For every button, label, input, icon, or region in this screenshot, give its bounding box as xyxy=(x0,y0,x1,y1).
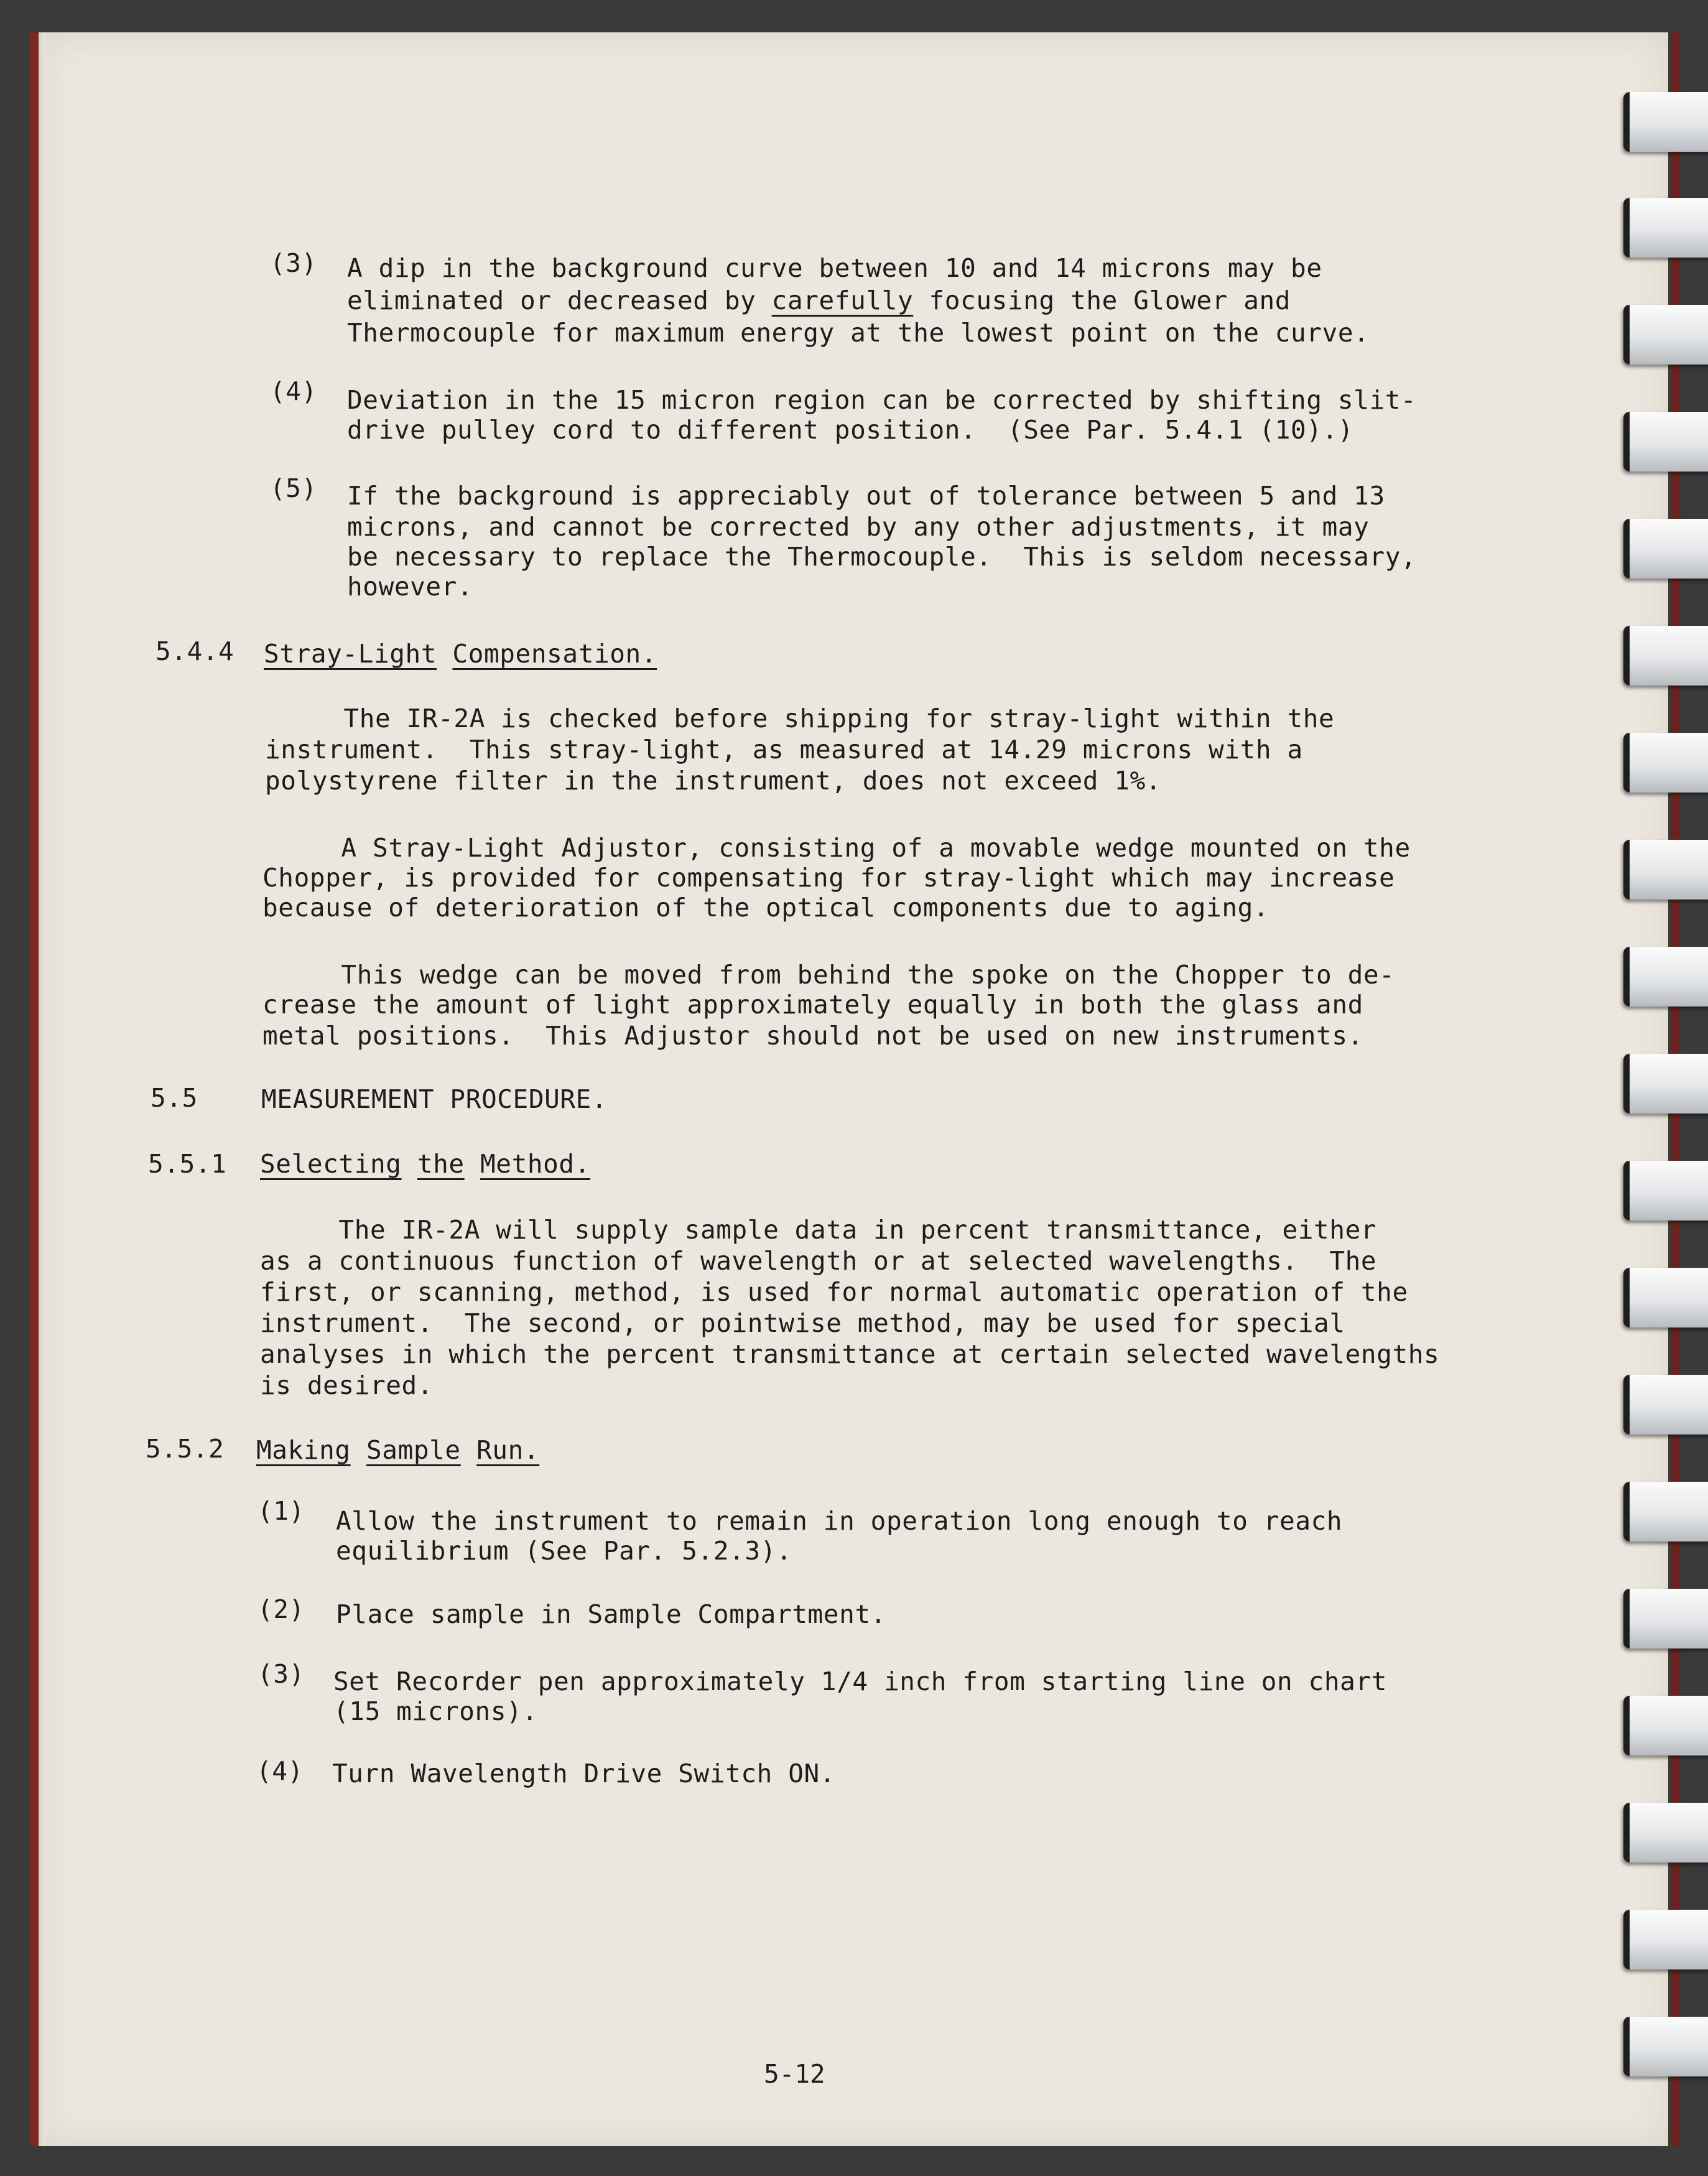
list-item-line: (15 microns). xyxy=(333,1696,538,1726)
list-item-number: (4) xyxy=(256,1756,304,1786)
list-item-line: Place sample in Sample Compartment. xyxy=(336,1599,886,1629)
section-number: 5.5.2 xyxy=(146,1434,225,1464)
section-number: 5.4.4 xyxy=(155,636,234,666)
paragraph-line: is desired. xyxy=(260,1370,434,1400)
binding-ring xyxy=(1623,1161,1708,1221)
section-title: MEASUREMENT PROCEDURE. xyxy=(261,1084,608,1114)
list-item-number: (2) xyxy=(258,1594,305,1624)
list-item-line: Turn Wavelength Drive Switch ON. xyxy=(332,1759,836,1788)
list-item-line: be necessary to replace the Thermocouple. This is seldom necessary, xyxy=(347,542,1417,572)
binding-ring xyxy=(1623,1375,1708,1434)
list-item-number: (1) xyxy=(258,1496,305,1526)
cover-edge-left xyxy=(30,32,39,2146)
section-title: Making Sample Run. xyxy=(256,1435,540,1465)
list-item-line: drive pulley cord to different position. (See Par. 5.4.1 (10).) xyxy=(347,415,1354,445)
binding-ring xyxy=(1623,1054,1708,1114)
paragraph-line: analyses in which the percent transmittance at certain selected wavelengths xyxy=(260,1339,1440,1369)
paragraph-line: instrument. The second, or pointwise method, may be used for special xyxy=(260,1308,1345,1338)
binding-ring xyxy=(1623,1268,1708,1327)
paragraph-line: first, or scanning, method, is used for normal automatic operation of the xyxy=(260,1277,1408,1307)
list-item-line: Set Recorder pen approximately 1/4 inch from starting line on chart xyxy=(333,1667,1388,1696)
section-title: Stray-Light Compensation. xyxy=(264,639,657,669)
page-number: 5-12 xyxy=(764,2059,825,2089)
list-item-line: microns, and cannot be corrected by any other adjustments, it may xyxy=(347,512,1370,542)
list-item-number: (5) xyxy=(270,473,317,503)
binding-ring xyxy=(1623,198,1708,258)
list-item-line: A dip in the background curve between 10 and 14 microns may be xyxy=(347,253,1322,283)
binding-ring xyxy=(1623,1589,1708,1648)
page-edge-shadow xyxy=(39,32,46,2146)
list-item-number: (3) xyxy=(270,248,317,278)
list-item-line: however. xyxy=(347,572,473,602)
binding-ring xyxy=(1623,1482,1708,1541)
binding-ring xyxy=(1623,626,1708,686)
list-item-line: If the background is appreciably out of tolerance between 5 and 13 xyxy=(347,481,1385,511)
binding-ring xyxy=(1623,305,1708,365)
binding-ring xyxy=(1623,1696,1708,1755)
paragraph-line: as a continuous function of wavelength or at selected wavelengths. The xyxy=(260,1246,1377,1276)
section-number: 5.5 xyxy=(151,1083,198,1113)
binding-ring xyxy=(1623,1910,1708,1969)
paragraph-line: crease the amount of light approximately equally in both the glass and xyxy=(262,990,1363,1020)
list-item-line: Allow the instrument to remain in operation long enough to reach xyxy=(336,1506,1343,1536)
list-item-line: equilibrium (See Par. 5.2.3). xyxy=(336,1536,792,1566)
paragraph-line: Chopper, is provided for compensating for stray-light which may increase xyxy=(262,863,1395,893)
binding-ring xyxy=(1623,947,1708,1007)
binding-ring xyxy=(1623,2017,1708,2076)
paragraph-line: The IR-2A is checked before shipping for stray-light within the xyxy=(265,704,1335,733)
paragraph-line: This wedge can be moved from behind the spoke on the Chopper to de- xyxy=(262,960,1395,990)
section-number: 5.5.1 xyxy=(148,1149,227,1179)
list-item-line: Deviation in the 15 micron region can be corrected by shifting slit- xyxy=(347,385,1417,415)
paragraph-line: The IR-2A will supply sample data in percent transmittance, either xyxy=(260,1215,1377,1245)
binding-ring xyxy=(1623,733,1708,793)
section-title: Selecting the Method. xyxy=(260,1149,591,1179)
binding-ring xyxy=(1623,92,1708,152)
paragraph-line: instrument. This stray-light, as measured at 14.29 microns with a xyxy=(265,735,1303,765)
paragraph-line: A Stray-Light Adjustor, consisting of a movable wedge mounted on the xyxy=(262,833,1411,863)
binding-ring xyxy=(1623,1803,1708,1862)
binding-ring xyxy=(1623,519,1708,579)
paragraph-line: polystyrene filter in the instrument, does not exceed 1%. xyxy=(265,766,1162,796)
paragraph-line: metal positions. This Adjustor should not be used on new instruments. xyxy=(262,1021,1363,1051)
binding-ring xyxy=(1623,412,1708,472)
list-item-number: (3) xyxy=(258,1659,305,1689)
list-item-number: (4) xyxy=(270,376,317,406)
list-item-line: eliminated or decreased by carefully focusing the Glower and xyxy=(347,286,1291,315)
binding-ring xyxy=(1623,840,1708,900)
list-item-line: Thermocouple for maximum energy at the lowest point on the curve. xyxy=(347,318,1370,348)
spiral-binding xyxy=(1617,0,1708,2176)
paragraph-line: because of deterioration of the optical components due to aging. xyxy=(262,893,1269,923)
